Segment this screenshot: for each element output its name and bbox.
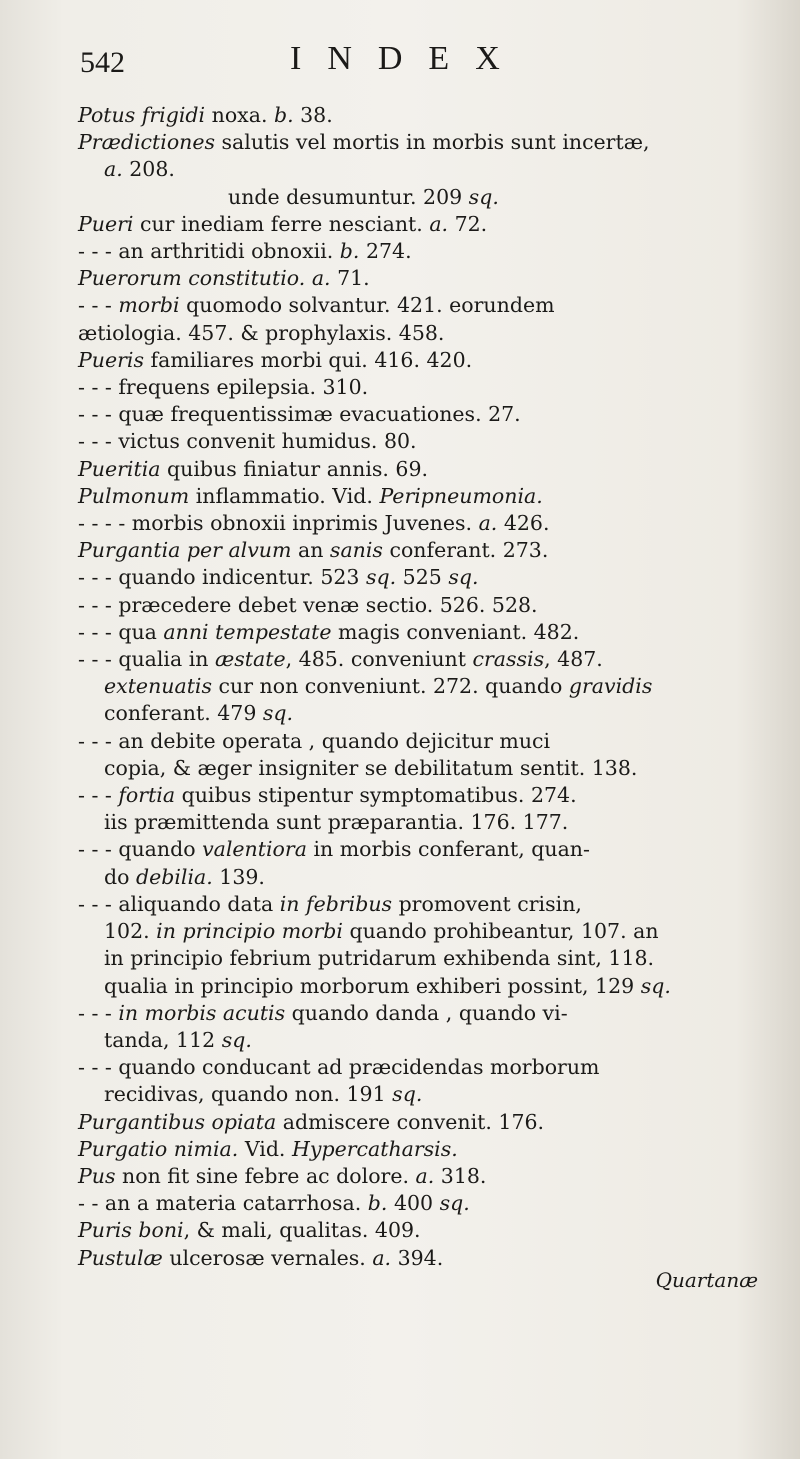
line-text: 71. <box>330 266 370 291</box>
index-line <box>78 483 768 510</box>
italic-term: valentiora <box>202 837 307 862</box>
italic-term: Puerorum constitutio. a. <box>78 266 331 291</box>
line-text: conferant. 479 <box>104 701 263 726</box>
italic-term: Hypercatharsis. <box>291 1136 458 1161</box>
italic-term: anni tempestate <box>163 619 332 644</box>
line-text: tanda, 112 <box>104 1027 222 1052</box>
italic-term: Purgantia per alvum <box>78 538 292 563</box>
italic-term: Pueri <box>78 211 134 236</box>
line-text: 274. <box>359 239 412 264</box>
italic-term: sq. <box>468 184 499 209</box>
line-text: - - - qualia in <box>78 647 216 672</box>
line-text: in principio febrium putridarum exhibenda sint, 118. <box>104 946 655 971</box>
index-line <box>78 945 768 972</box>
italic-term: extenuatis <box>104 674 213 699</box>
index-line <box>78 537 768 564</box>
line-text: 525 <box>396 565 449 590</box>
line-text: 139. <box>212 864 265 889</box>
italic-term: Pueris <box>78 347 145 372</box>
index-line <box>78 864 768 891</box>
line-text: quibus finiatur annis. 69. <box>160 456 429 481</box>
index-line <box>78 292 768 319</box>
index-line <box>78 1163 768 1190</box>
line-text: inflammatio. Vid. <box>189 483 380 508</box>
line-text: , & mali, qualitas. 409. <box>183 1218 421 1243</box>
line-text: , 485. conveniunt <box>285 647 473 672</box>
line-text: - - - qua <box>78 619 164 644</box>
index-line <box>78 673 768 700</box>
line-text: - - - <box>78 293 119 318</box>
index-line <box>78 809 768 836</box>
line-text: - - - quando conducant ad præcidendas morborum <box>78 1055 600 1080</box>
line-text: magis conveniant. 482. <box>331 619 580 644</box>
italic-term: crassis <box>472 647 545 672</box>
line-text: cur inediam ferre nesciant. <box>133 211 430 236</box>
index-line <box>78 428 768 455</box>
line-text: - - - quando <box>78 837 203 862</box>
index-line <box>78 1109 768 1136</box>
italic-term: Purgantibus opiata <box>78 1109 277 1134</box>
italic-term: a. <box>372 1245 392 1270</box>
line-text: - - - <box>78 783 119 808</box>
line-text: - - an a materia catarrhosa. <box>78 1191 368 1216</box>
line-text: admiscere convenit. 176. <box>276 1109 545 1134</box>
line-text: - - - - morbis obnoxii inprimis Juvenes. <box>78 511 479 536</box>
italic-term: morbi <box>118 293 180 318</box>
line-text: , 487. <box>544 647 603 672</box>
index-line <box>78 592 768 619</box>
line-text: unde desumuntur. 209 <box>228 184 469 209</box>
line-text: quibus stipentur symptomatibus. 274. <box>175 783 577 808</box>
italic-term: Purgatio nimia. <box>78 1136 239 1161</box>
italic-term: Prædictiones <box>78 130 216 155</box>
italic-term: b. <box>273 103 294 127</box>
index-line <box>78 836 768 863</box>
line-text: 72. <box>448 211 488 236</box>
index-line <box>78 619 768 646</box>
index-entries <box>78 102 768 1272</box>
italic-term: Pueritia <box>78 456 161 481</box>
index-line <box>78 1190 768 1217</box>
line-text: - - - quæ frequentissimæ evacuationes. 27. <box>78 402 521 427</box>
line-text: cur non conveniunt. 272. quando <box>212 674 569 699</box>
line-text: an <box>291 538 330 563</box>
index-line <box>78 184 768 211</box>
italic-term: a. <box>415 1163 435 1188</box>
index-line <box>78 973 768 1000</box>
italic-term: in febribus <box>279 891 393 916</box>
line-text: 394. <box>391 1245 444 1270</box>
italic-term: Potus frigidi <box>78 103 206 127</box>
italic-term: sq. <box>221 1027 252 1052</box>
line-text: recidivas, quando non. 191 <box>104 1082 393 1107</box>
page-header <box>80 40 760 90</box>
line-text: - - - an arthritidi obnoxii. <box>78 239 340 264</box>
index-line <box>78 156 768 183</box>
line-text: non fit sine febre ac dolore. <box>115 1163 416 1188</box>
line-text: noxa. <box>205 103 274 127</box>
italic-term: sq. <box>439 1191 470 1216</box>
line-text: 318. <box>434 1163 487 1188</box>
italic-term: sq. <box>448 565 479 590</box>
line-text: - - - frequens epilepsia. 310. <box>78 375 369 400</box>
line-text: 208. <box>122 157 175 182</box>
line-text: - - - victus convenit humidus. 80. <box>78 429 417 454</box>
italic-term: a. <box>478 511 498 536</box>
index-line <box>78 1027 768 1054</box>
index-line <box>78 755 768 782</box>
index-line <box>78 1000 768 1027</box>
index-line <box>78 320 768 347</box>
line-text: - - - quando indicentur. 523 <box>78 565 366 590</box>
index-line <box>78 456 768 483</box>
line-text: ætiologia. 457. & prophylaxis. 458. <box>78 320 445 345</box>
index-line <box>78 564 768 591</box>
italic-term: Pustulæ <box>78 1245 163 1270</box>
line-text: 102. <box>104 919 157 944</box>
line-text: quando prohibeantur, 107. an <box>342 919 659 944</box>
running-head: INDEX <box>290 40 526 77</box>
index-line <box>78 782 768 809</box>
italic-term: b. <box>367 1191 388 1216</box>
italic-term: Pulmonum <box>78 483 190 508</box>
italic-term: b. <box>339 239 360 264</box>
index-line <box>78 401 768 428</box>
index-line <box>78 211 768 238</box>
italic-term: a. <box>104 157 123 182</box>
italic-term: sq. <box>365 565 397 590</box>
line-text: ulcerosæ vernales. <box>162 1245 373 1270</box>
line-text: - - - præcedere debet venæ sectio. 526. 528. <box>78 592 538 617</box>
line-text: qualia in principio morborum exhiberi possint, 129 <box>104 973 641 998</box>
italic-term: fortia <box>118 783 176 808</box>
italic-term: Puris boni <box>78 1218 184 1243</box>
line-text: familiares morbi qui. 416. 420. <box>144 347 473 372</box>
index-line <box>78 646 768 673</box>
index-line <box>78 510 768 537</box>
index-line <box>78 129 768 156</box>
index-line <box>78 265 768 292</box>
index-line <box>78 1217 768 1244</box>
italic-term: Peripneumonia. <box>379 483 543 508</box>
line-text: 400 <box>387 1191 440 1216</box>
italic-term: sanis <box>329 538 383 563</box>
italic-term: sq. <box>640 973 671 998</box>
line-text: in morbis conferant, quan- <box>306 837 590 862</box>
italic-term: a. <box>429 211 449 236</box>
index-line <box>78 728 768 755</box>
index-line <box>78 238 768 265</box>
line-text: 426. <box>497 511 550 536</box>
index-line <box>78 700 768 727</box>
index-line <box>78 347 768 374</box>
line-text: - - - aliquando data <box>78 891 280 916</box>
line-text: promovent crisin, <box>392 891 582 916</box>
line-text: - - - an debite operata , quando dejicitur muci <box>78 728 551 753</box>
line-text: - - - <box>78 1000 119 1025</box>
index-line <box>78 374 768 401</box>
line-text: salutis vel mortis in morbis sunt incertæ, <box>215 130 650 155</box>
line-text: quando danda , quando vi- <box>285 1000 568 1025</box>
index-line <box>78 1054 768 1081</box>
line-text: quomodo solvantur. 421. eorundem <box>179 293 555 318</box>
italic-term: in morbis acutis <box>118 1000 286 1025</box>
page-number: 542 <box>80 46 125 79</box>
index-line <box>78 918 768 945</box>
line-text: conferant. 273. <box>382 538 549 563</box>
line-text: Vid. <box>238 1136 292 1161</box>
italic-term: sq. <box>262 701 294 726</box>
italic-term: æstate <box>215 647 286 672</box>
italic-term: gravidis <box>568 674 653 699</box>
index-line <box>78 1081 768 1108</box>
line-text: copia, & æger insigniter se debilitatum sentit. 138. <box>104 755 638 780</box>
line-text: do <box>104 864 136 889</box>
italic-term: in principio morbi <box>156 919 343 944</box>
italic-term: Pus <box>78 1163 116 1188</box>
italic-term: sq. <box>392 1082 423 1107</box>
line-text: 38. <box>293 103 333 127</box>
line-text: iis præmittenda sunt præparantia. 176. 177. <box>104 810 569 835</box>
index-line <box>78 102 768 129</box>
catchword: Quartanæ <box>655 1268 758 1292</box>
index-line <box>78 1136 768 1163</box>
index-line <box>78 891 768 918</box>
italic-term: debilia. <box>135 864 213 889</box>
